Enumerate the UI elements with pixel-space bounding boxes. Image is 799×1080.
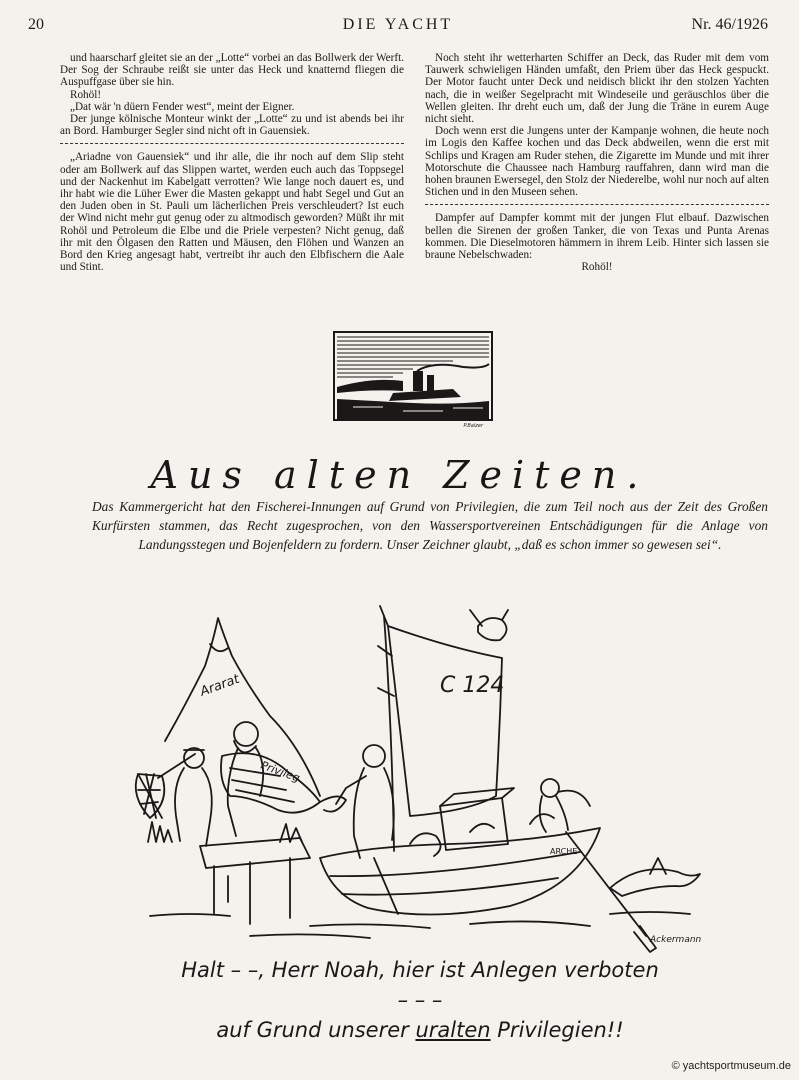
- left-column: [60, 52, 404, 273]
- noahs-ark-cartoon: [110, 596, 710, 966]
- ark-animals: [410, 814, 554, 856]
- artist-signature: Ackermann: [650, 935, 702, 945]
- sail-number: C 124: [440, 673, 505, 698]
- steamer-vignette-illustration: [333, 331, 493, 429]
- caption-underlined-word: uralten: [415, 1018, 491, 1042]
- hull-label: ARCHE: [550, 847, 578, 856]
- paragraph: Doch wenn erst die Jungens unter der Kampanje wohnen, die heute noch im Logis den Kaffee kochen und das Deck abdweilen, wenn die erst mit Schlips und Kragen am Ruder stehen, die Zigarette im Munde und mit ihrer Motorschute die Chaussee nach Hamburg rauffahren, dann wird man die hohen braunen Ewersegel, den Stolz der Niederelbe, wohl nur noch auf alten Stichen und in den Museen sehen.: [425, 125, 769, 199]
- vignette-signature: P.Balzer: [463, 423, 483, 429]
- fisherman-body: [175, 768, 212, 846]
- caption-line-2-end: Privilegien!!: [490, 1018, 624, 1042]
- dashed-separator: [60, 143, 404, 144]
- bearded-fisherman-head: [234, 722, 258, 746]
- noah-body: [354, 768, 394, 858]
- caption-line-2-start: auf Grund unserer: [216, 1018, 416, 1042]
- paragraph: „Ariadne von Gauensiek“ und ihr alle, die ihr noch auf dem Slip steht oder am Bollwerk auf das Slippen wartet, werden euch auch das Toppsegel und der Nackenhut im Kabelgatt verrotten? Wie lange noch dauert es, und ihr habt wie die Lüher Ewer die Masten gekappt und habt Segel und Gut an den Juden oben in St. Pauli um lächerlichen Preis verschleudert? Ist euch der Wind nicht mehr gut genug oder zu altmodisch geworden? Müßt ihr mit Rohöl und Petroleum die Elbe und die Priele verpesten? Nicht genug, daß ihr mit den Ölgasen den Ratten und Mäusen, den Flöhen und Wanzen an Bord den Krieg angesagt habt, vertreibt ihr auch den Elbfischern die Aale und Stint.: [60, 151, 404, 274]
- magazine-title: DIE YACHT: [342, 16, 454, 33]
- oar-right: [566, 832, 656, 952]
- paragraph: Rohöl!: [70, 88, 102, 101]
- paragraph: und haarscharf gleitet sie an der „Lotte“ vorbei an das Bollwerk der Werft. Der Sog der Schraube reißt sie unter das Heck und knatternd fliegen die Auspuffgase über sie hin.: [60, 52, 404, 89]
- paragraph: Der junge kölnische Monteur winkt der „Lotte“ zu und ist abends bei ihr an Bord. Hamburger Segler sind nicht oft in Gauensiek.: [60, 113, 404, 138]
- noah-head: [363, 745, 385, 767]
- jetty: [200, 838, 310, 868]
- caption-line-2: [180, 1015, 660, 1045]
- paragraph: Dampfer auf Dampfer kommt mit der jungen Flut elbauf. Dazwischen bellen die Sirenen der großen Tanker, die von Texas und Punta Arenas kommen. Die Dieselmotoren hämmern in ihrem Leib. Hinter sich lassen sie braune Nebelschwaden:: [425, 212, 769, 262]
- ark-hull: [320, 828, 600, 915]
- oar-left: [374, 858, 398, 914]
- cartoon-caption: [180, 955, 660, 1045]
- feature-title: Aus alten Zeiten.: [150, 453, 649, 497]
- dolphin: [610, 869, 700, 896]
- mountain-label: Ararat: [198, 671, 242, 700]
- feature-intro: Das Kammergericht hat den Fischerei-Innungen auf Grund von Privilegien, die zum Teil noch aus der Zeit des Großen Kurfürsten stammen, das Recht zugesprochen, von den Wassersportvereinen Entschädigungen für die Anlage von Landungsstegen und Bojenfeldern zu fordern. Unser Zeichner glaubt, „daß es schon immer so gewesen sei“.: [92, 499, 768, 552]
- scroll-label: Privileg: [258, 758, 302, 785]
- watermark: © yachtsportmuseum.de: [671, 1060, 791, 1072]
- page-number: 20: [28, 16, 44, 33]
- page-header: [28, 16, 768, 40]
- paragraph: „Dat wär 'n düern Fender west“, meint der Eigner.: [70, 100, 295, 113]
- ark-sail: [388, 626, 505, 816]
- paragraph-closing: Rohöl!: [581, 261, 613, 274]
- right-column: [425, 52, 769, 273]
- dashed-separator: [425, 204, 769, 205]
- caption-line-1: Halt – –, Herr Noah, hier ist Anlegen verboten – – –: [181, 958, 659, 1012]
- fisherman-head: [184, 748, 204, 768]
- water-waves: [150, 912, 690, 938]
- dove: [478, 618, 507, 640]
- monkey-head: [541, 779, 559, 797]
- issue-number: Nr. 46/1926: [691, 16, 768, 33]
- paragraph: Noch steht ihr wetterharten Schiffer an Deck, das Ruder mit dem vom Tauwerk schwieligen Händen umfaßt, den Priem über das Heck gespuckt. Der Motor faucht unter Deck und neidisch blickt ihr den stolzen Yachten nach, die in weißer Segelpracht mit Windeseile und geräuschlos über die Wellen gleiten. Ihr dreht euch um, daß der Jung die Träne in eurem Auge nicht sieht.: [425, 52, 769, 126]
